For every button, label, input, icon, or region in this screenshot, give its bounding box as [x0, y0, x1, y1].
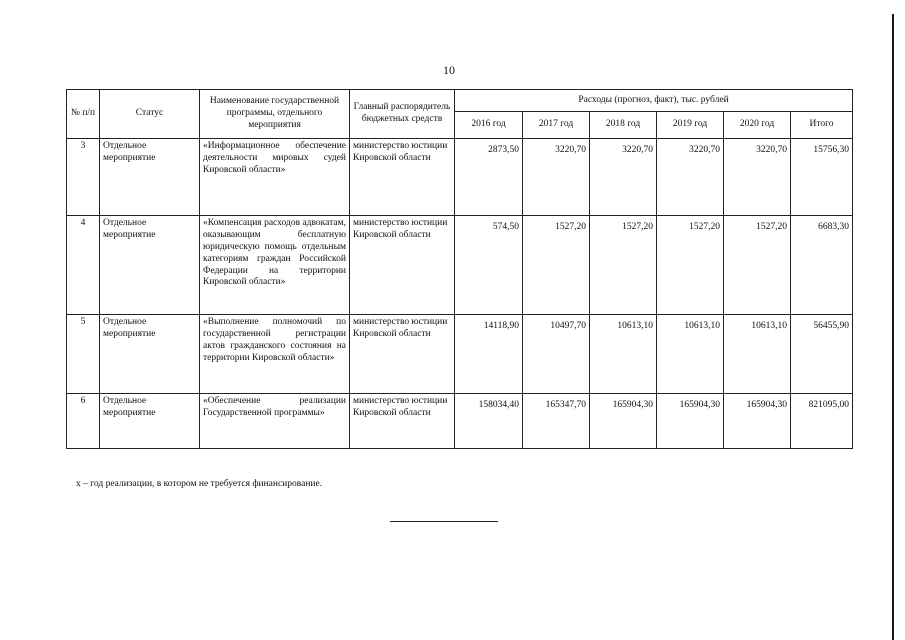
row-status: Отдельное мероприятие [100, 216, 200, 315]
row-value: 10497,70 [523, 315, 590, 394]
page-edge-line [892, 14, 894, 640]
header-year: 2016 год [455, 112, 523, 139]
table-row [67, 315, 853, 394]
row-name: «Информационное обеспечение деятельности мировых судей Кировской области» [200, 139, 350, 216]
row-total: 15756,30 [791, 139, 853, 216]
row-value: 165347,70 [523, 394, 590, 449]
row-name: «Выполнение полномочий по государственной регистрации актов гражданского состояния на территории Кировской области» [200, 315, 350, 394]
header-year: 2018 год [590, 112, 657, 139]
row-value: 2873,50 [455, 139, 523, 216]
expenses-table [66, 89, 853, 449]
row-value: 14118,90 [455, 315, 523, 394]
row-num: 4 [67, 216, 100, 315]
row-num: 5 [67, 315, 100, 394]
footnote: х – год реализации, в котором не требуется финансирование. [76, 479, 323, 489]
row-value: 1527,20 [523, 216, 590, 315]
header-status: Статус [100, 90, 200, 139]
row-value: 1527,20 [724, 216, 791, 315]
row-value: 165904,30 [657, 394, 724, 449]
row-manager: министерство юстиции Кировской области [350, 139, 455, 216]
row-name: «Компенсация расходов адвокатам, оказывающим бесплатную юридическую помощь отдельным категориям граждан Российской Федерации на территории Кировской области» [200, 216, 350, 315]
row-value: 10613,10 [657, 315, 724, 394]
row-value: 1527,20 [657, 216, 724, 315]
row-status: Отдельное мероприятие [100, 139, 200, 216]
header-row [67, 90, 853, 112]
header-year: 2017 год [523, 112, 590, 139]
row-value: 3220,70 [724, 139, 791, 216]
row-manager: министерство юстиции Кировской области [350, 315, 455, 394]
page-number: 10 [443, 63, 455, 77]
header-total: Итого [791, 112, 853, 139]
row-total: 56455,90 [791, 315, 853, 394]
row-value: 165904,30 [724, 394, 791, 449]
signature-line [390, 521, 498, 522]
header-year: 2019 год [657, 112, 724, 139]
row-value: 165904,30 [590, 394, 657, 449]
row-value: 3220,70 [657, 139, 724, 216]
row-manager: министерство юстиции Кировской области [350, 394, 455, 449]
header-expenses: Расходы (прогноз, факт), тыс. рублей [455, 90, 853, 112]
row-num: 6 [67, 394, 100, 449]
row-status: Отдельное мероприятие [100, 315, 200, 394]
row-value: 158034,40 [455, 394, 523, 449]
row-value: 574,50 [455, 216, 523, 315]
header-num: № п/п [67, 90, 100, 139]
header-year: 2020 год [724, 112, 791, 139]
row-total: 6683,30 [791, 216, 853, 315]
row-total: 821095,00 [791, 394, 853, 449]
table-row [67, 216, 853, 315]
row-num: 3 [67, 139, 100, 216]
row-status: Отдельное мероприятие [100, 394, 200, 449]
row-manager: министерство юстиции Кировской области [350, 216, 455, 315]
header-manager: Главный распорядитель бюджетных средств [350, 90, 455, 139]
table-row [67, 139, 853, 216]
row-value: 3220,70 [590, 139, 657, 216]
row-value: 3220,70 [523, 139, 590, 216]
row-value: 1527,20 [590, 216, 657, 315]
header-name: Наименование государственной программы, отдельного мероприятия [200, 90, 350, 139]
row-value: 10613,10 [724, 315, 791, 394]
row-name: «Обеспечение реализации Государственной программы» [200, 394, 350, 449]
row-value: 10613,10 [590, 315, 657, 394]
table-row [67, 394, 853, 449]
